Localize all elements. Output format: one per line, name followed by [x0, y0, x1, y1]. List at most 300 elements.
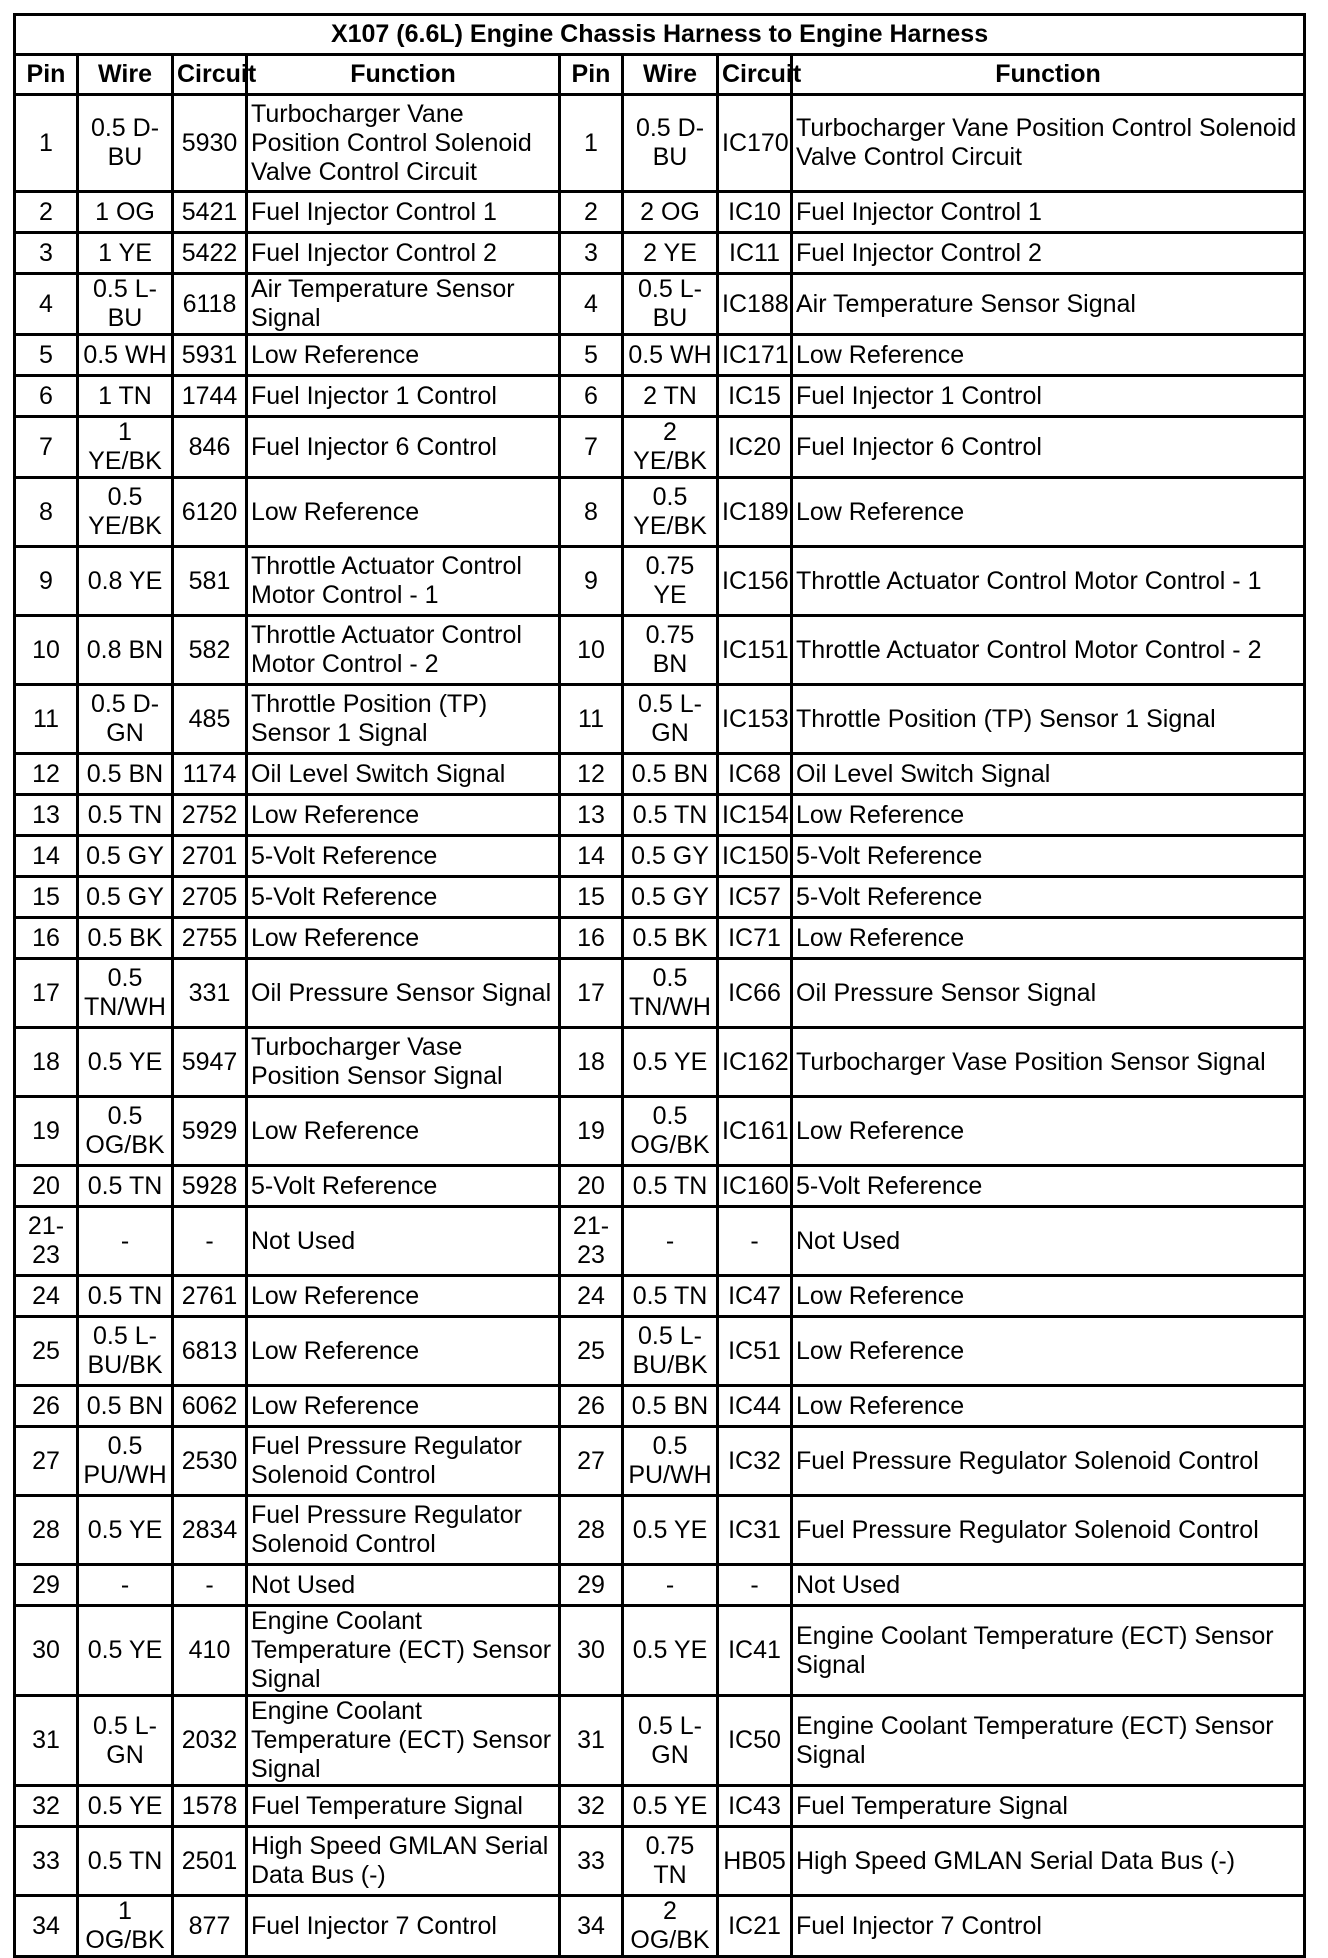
right-wire-cell: 2 YE: [623, 233, 718, 274]
right-pin-cell: 27: [560, 1427, 623, 1496]
right-circuit-cell: -: [718, 1207, 792, 1276]
right-pin-cell: 31: [560, 1696, 623, 1786]
right-wire-cell: 2 OG/BK: [623, 1896, 718, 1957]
right-wire-cell: 0.5 PU/WH: [623, 1427, 718, 1496]
left-wire-cell: 0.5 GY: [78, 877, 173, 918]
left-function-cell: Low Reference: [247, 1317, 560, 1386]
left-circuit-cell: -: [173, 1565, 247, 1606]
table-row: [15, 233, 1305, 274]
right-pin-cell: 34: [560, 1896, 623, 1957]
left-function-cell: Fuel Pressure Regulator Solenoid Control: [247, 1496, 560, 1565]
left-wire-cell: 0.8 BN: [78, 616, 173, 685]
left-circuit-cell: 2755: [173, 918, 247, 959]
right-function-cell: Air Temperature Sensor Signal: [792, 274, 1305, 335]
right-circuit-cell: IC20: [718, 417, 792, 478]
right-function-cell: Engine Coolant Temperature (ECT) Sensor Signal: [792, 1606, 1305, 1696]
right-function-cell: Throttle Actuator Control Motor Control - 1: [792, 547, 1305, 616]
table-row: [15, 274, 1305, 335]
right-wire-cell: 2 YE/BK: [623, 417, 718, 478]
right-function-cell: Turbocharger Vase Position Sensor Signal: [792, 1028, 1305, 1097]
left-circuit-cell: 5929: [173, 1097, 247, 1166]
right-circuit-cell: IC44: [718, 1386, 792, 1427]
header-circuit: Circuit: [718, 55, 792, 95]
right-wire-cell: 0.5 BN: [623, 1386, 718, 1427]
left-circuit-cell: -: [173, 1207, 247, 1276]
left-wire-cell: 0.5 TN/WH: [78, 959, 173, 1028]
right-pin-cell: 7: [560, 417, 623, 478]
left-wire-cell: 0.5 L-BU: [78, 274, 173, 335]
right-pin-cell: 11: [560, 685, 623, 754]
right-circuit-cell: IC160: [718, 1166, 792, 1207]
right-circuit-cell: IC71: [718, 918, 792, 959]
left-circuit-cell: 1174: [173, 754, 247, 795]
right-pin-cell: 3: [560, 233, 623, 274]
right-wire-cell: 0.75 BN: [623, 616, 718, 685]
right-pin-cell: 16: [560, 918, 623, 959]
left-pin-cell: 32: [15, 1786, 78, 1827]
table-row: [15, 1427, 1305, 1496]
right-pin-cell: 18: [560, 1028, 623, 1097]
left-circuit-cell: 1578: [173, 1786, 247, 1827]
left-circuit-cell: 485: [173, 685, 247, 754]
right-circuit-cell: IC10: [718, 192, 792, 233]
left-function-cell: 5-Volt Reference: [247, 1166, 560, 1207]
left-wire-cell: 0.5 BK: [78, 918, 173, 959]
left-function-cell: Oil Level Switch Signal: [247, 754, 560, 795]
right-wire-cell: 0.5 D-BU: [623, 95, 718, 192]
left-function-cell: Fuel Injector Control 1: [247, 192, 560, 233]
right-wire-cell: 0.5 TN: [623, 795, 718, 836]
right-function-cell: Fuel Temperature Signal: [792, 1786, 1305, 1827]
right-wire-cell: 0.5 L-BU: [623, 274, 718, 335]
right-function-cell: Fuel Pressure Regulator Solenoid Control: [792, 1496, 1305, 1565]
right-pin-cell: 26: [560, 1386, 623, 1427]
left-wire-cell: 0.5 GY: [78, 836, 173, 877]
left-wire-cell: 0.5 WH: [78, 335, 173, 376]
right-function-cell: Oil Pressure Sensor Signal: [792, 959, 1305, 1028]
left-wire-cell: 1 TN: [78, 376, 173, 417]
left-function-cell: Throttle Actuator Control Motor Control - 1: [247, 547, 560, 616]
left-function-cell: Throttle Actuator Control Motor Control - 2: [247, 616, 560, 685]
left-pin-cell: 4: [15, 274, 78, 335]
left-pin-cell: 16: [15, 918, 78, 959]
right-wire-cell: 0.5 L-GN: [623, 685, 718, 754]
left-pin-cell: 31: [15, 1696, 78, 1786]
right-pin-cell: 15: [560, 877, 623, 918]
right-pin-cell: 6: [560, 376, 623, 417]
right-function-cell: Fuel Injector 1 Control: [792, 376, 1305, 417]
left-circuit-cell: 2701: [173, 836, 247, 877]
right-function-cell: Throttle Position (TP) Sensor 1 Signal: [792, 685, 1305, 754]
left-pin-cell: 28: [15, 1496, 78, 1565]
right-wire-cell: 0.5 L-BU/BK: [623, 1317, 718, 1386]
right-pin-cell: 10: [560, 616, 623, 685]
right-function-cell: Fuel Pressure Regulator Solenoid Control: [792, 1427, 1305, 1496]
table-row: [15, 685, 1305, 754]
left-pin-cell: 24: [15, 1276, 78, 1317]
right-function-cell: Oil Level Switch Signal: [792, 754, 1305, 795]
right-circuit-cell: IC66: [718, 959, 792, 1028]
left-pin-cell: 19: [15, 1097, 78, 1166]
right-pin-cell: 32: [560, 1786, 623, 1827]
table-row: [15, 1317, 1305, 1386]
left-circuit-cell: 2834: [173, 1496, 247, 1565]
left-function-cell: Fuel Injector 1 Control: [247, 376, 560, 417]
table-row: [15, 192, 1305, 233]
right-circuit-cell: IC31: [718, 1496, 792, 1565]
left-wire-cell: 0.8 YE: [78, 547, 173, 616]
left-function-cell: Fuel Injector 6 Control: [247, 417, 560, 478]
right-pin-cell: 28: [560, 1496, 623, 1565]
right-function-cell: Not Used: [792, 1207, 1305, 1276]
right-wire-cell: 0.5 OG/BK: [623, 1097, 718, 1166]
left-pin-cell: 6: [15, 376, 78, 417]
left-circuit-cell: 846: [173, 417, 247, 478]
right-wire-cell: 0.5 YE/BK: [623, 478, 718, 547]
right-circuit-cell: IC161: [718, 1097, 792, 1166]
table-row: [15, 616, 1305, 685]
right-pin-cell: 20: [560, 1166, 623, 1207]
left-wire-cell: 0.5 D-BU: [78, 95, 173, 192]
right-pin-cell: 8: [560, 478, 623, 547]
right-function-cell: Fuel Injector 6 Control: [792, 417, 1305, 478]
right-circuit-cell: IC47: [718, 1276, 792, 1317]
left-circuit-cell: 6118: [173, 274, 247, 335]
table-row: [15, 1028, 1305, 1097]
right-pin-cell: 24: [560, 1276, 623, 1317]
right-circuit-cell: IC153: [718, 685, 792, 754]
right-circuit-cell: IC51: [718, 1317, 792, 1386]
left-function-cell: Low Reference: [247, 918, 560, 959]
right-function-cell: Throttle Actuator Control Motor Control - 2: [792, 616, 1305, 685]
left-pin-cell: 34: [15, 1896, 78, 1957]
left-wire-cell: 0.5 D-GN: [78, 685, 173, 754]
right-circuit-cell: IC156: [718, 547, 792, 616]
right-circuit-cell: IC170: [718, 95, 792, 192]
left-pin-cell: 25: [15, 1317, 78, 1386]
left-circuit-cell: 582: [173, 616, 247, 685]
right-circuit-cell: IC188: [718, 274, 792, 335]
right-circuit-cell: IC189: [718, 478, 792, 547]
right-wire-cell: 2 OG: [623, 192, 718, 233]
header-function: Function: [792, 55, 1305, 95]
left-circuit-cell: 331: [173, 959, 247, 1028]
left-function-cell: Low Reference: [247, 1097, 560, 1166]
left-circuit-cell: 2752: [173, 795, 247, 836]
left-circuit-cell: 5930: [173, 95, 247, 192]
table-row: [15, 1606, 1305, 1696]
right-wire-cell: 0.5 GY: [623, 836, 718, 877]
right-function-cell: Fuel Injector Control 1: [792, 192, 1305, 233]
right-pin-cell: 17: [560, 959, 623, 1028]
left-function-cell: Low Reference: [247, 1386, 560, 1427]
table-row: [15, 1276, 1305, 1317]
left-wire-cell: 1 YE: [78, 233, 173, 274]
table-row: [15, 877, 1305, 918]
left-function-cell: Not Used: [247, 1207, 560, 1276]
right-wire-cell: 0.5 YE: [623, 1606, 718, 1696]
left-wire-cell: 0.5 TN: [78, 795, 173, 836]
left-pin-cell: 17: [15, 959, 78, 1028]
left-wire-cell: 0.5 PU/WH: [78, 1427, 173, 1496]
right-circuit-cell: IC151: [718, 616, 792, 685]
right-wire-cell: 0.5 YE: [623, 1786, 718, 1827]
left-pin-cell: 7: [15, 417, 78, 478]
table-row: [15, 1896, 1305, 1957]
left-pin-cell: 5: [15, 335, 78, 376]
right-function-cell: 5-Volt Reference: [792, 836, 1305, 877]
right-circuit-cell: IC21: [718, 1896, 792, 1957]
left-wire-cell: 0.5 YE: [78, 1496, 173, 1565]
table-title: X107 (6.6L) Engine Chassis Harness to Engine Harness: [15, 15, 1305, 55]
table-row: [15, 959, 1305, 1028]
left-function-cell: Low Reference: [247, 795, 560, 836]
right-wire-cell: 0.5 TN: [623, 1166, 718, 1207]
right-circuit-cell: IC50: [718, 1696, 792, 1786]
right-wire-cell: 0.5 GY: [623, 877, 718, 918]
right-wire-cell: 0.5 YE: [623, 1496, 718, 1565]
right-function-cell: 5-Volt Reference: [792, 1166, 1305, 1207]
right-circuit-cell: IC43: [718, 1786, 792, 1827]
left-function-cell: Not Used: [247, 1565, 560, 1606]
left-pin-cell: 3: [15, 233, 78, 274]
left-wire-cell: 0.5 TN: [78, 1827, 173, 1896]
left-function-cell: Low Reference: [247, 335, 560, 376]
left-function-cell: 5-Volt Reference: [247, 836, 560, 877]
left-wire-cell: 0.5 YE: [78, 1606, 173, 1696]
left-pin-cell: 1: [15, 95, 78, 192]
right-wire-cell: 0.5 L-GN: [623, 1696, 718, 1786]
right-wire-cell: 0.5 WH: [623, 335, 718, 376]
left-function-cell: Engine Coolant Temperature (ECT) Sensor Signal: [247, 1606, 560, 1696]
left-circuit-cell: 2705: [173, 877, 247, 918]
left-function-cell: Low Reference: [247, 1276, 560, 1317]
header-function: Function: [247, 55, 560, 95]
left-pin-cell: 14: [15, 836, 78, 877]
right-pin-cell: 19: [560, 1097, 623, 1166]
right-circuit-cell: IC15: [718, 376, 792, 417]
left-wire-cell: 0.5 YE: [78, 1786, 173, 1827]
left-pin-cell: 15: [15, 877, 78, 918]
left-wire-cell: 0.5 L-BU/BK: [78, 1317, 173, 1386]
table-body: [15, 95, 1305, 1957]
left-pin-cell: 26: [15, 1386, 78, 1427]
right-wire-cell: 2 TN: [623, 376, 718, 417]
left-circuit-cell: 5421: [173, 192, 247, 233]
right-function-cell: Low Reference: [792, 478, 1305, 547]
left-function-cell: Turbocharger Vane Position Control Solenoid Valve Control Circuit: [247, 95, 560, 192]
header-row: [15, 55, 1305, 95]
left-function-cell: High Speed GMLAN Serial Data Bus (-): [247, 1827, 560, 1896]
left-function-cell: Air Temperature Sensor Signal: [247, 274, 560, 335]
left-circuit-cell: 6062: [173, 1386, 247, 1427]
right-pin-cell: 13: [560, 795, 623, 836]
left-circuit-cell: 877: [173, 1896, 247, 1957]
right-circuit-cell: HB05: [718, 1827, 792, 1896]
right-pin-cell: 33: [560, 1827, 623, 1896]
right-wire-cell: 0.75 YE: [623, 547, 718, 616]
left-function-cell: 5-Volt Reference: [247, 877, 560, 918]
right-circuit-cell: IC154: [718, 795, 792, 836]
right-function-cell: Low Reference: [792, 1276, 1305, 1317]
right-pin-cell: 4: [560, 274, 623, 335]
left-pin-cell: 27: [15, 1427, 78, 1496]
right-circuit-cell: -: [718, 1565, 792, 1606]
left-pin-cell: 29: [15, 1565, 78, 1606]
left-wire-cell: -: [78, 1207, 173, 1276]
right-circuit-cell: IC41: [718, 1606, 792, 1696]
table-row: [15, 1097, 1305, 1166]
header-pin: Pin: [15, 55, 78, 95]
left-pin-cell: 21-23: [15, 1207, 78, 1276]
left-pin-cell: 12: [15, 754, 78, 795]
header-wire: Wire: [78, 55, 173, 95]
left-function-cell: Low Reference: [247, 478, 560, 547]
right-pin-cell: 2: [560, 192, 623, 233]
pinout-table: [13, 13, 1306, 1958]
right-circuit-cell: IC162: [718, 1028, 792, 1097]
left-circuit-cell: 6120: [173, 478, 247, 547]
header-wire: Wire: [623, 55, 718, 95]
right-function-cell: Low Reference: [792, 1317, 1305, 1386]
right-wire-cell: 0.5 TN/WH: [623, 959, 718, 1028]
left-circuit-cell: 2032: [173, 1696, 247, 1786]
table-row: [15, 1207, 1305, 1276]
right-function-cell: Low Reference: [792, 1386, 1305, 1427]
right-circuit-cell: IC68: [718, 754, 792, 795]
table-row: [15, 836, 1305, 877]
left-pin-cell: 20: [15, 1166, 78, 1207]
left-circuit-cell: 2761: [173, 1276, 247, 1317]
right-function-cell: Not Used: [792, 1565, 1305, 1606]
right-wire-cell: -: [623, 1565, 718, 1606]
left-circuit-cell: 5422: [173, 233, 247, 274]
left-function-cell: Fuel Injector Control 2: [247, 233, 560, 274]
left-pin-cell: 13: [15, 795, 78, 836]
left-wire-cell: 0.5 BN: [78, 1386, 173, 1427]
left-wire-cell: 1 OG/BK: [78, 1896, 173, 1957]
left-function-cell: Throttle Position (TP) Sensor 1 Signal: [247, 685, 560, 754]
right-wire-cell: 0.5 TN: [623, 1276, 718, 1317]
right-pin-cell: 9: [560, 547, 623, 616]
left-circuit-cell: 2530: [173, 1427, 247, 1496]
left-wire-cell: 0.5 L-GN: [78, 1696, 173, 1786]
table-row: [15, 1386, 1305, 1427]
table-row: [15, 478, 1305, 547]
left-pin-cell: 30: [15, 1606, 78, 1696]
left-pin-cell: 11: [15, 685, 78, 754]
table-row: [15, 1565, 1305, 1606]
right-wire-cell: -: [623, 1207, 718, 1276]
right-wire-cell: 0.5 YE: [623, 1028, 718, 1097]
right-pin-cell: 12: [560, 754, 623, 795]
right-pin-cell: 29: [560, 1565, 623, 1606]
left-circuit-cell: 6813: [173, 1317, 247, 1386]
left-wire-cell: -: [78, 1565, 173, 1606]
left-wire-cell: 1 OG: [78, 192, 173, 233]
left-wire-cell: 0.5 OG/BK: [78, 1097, 173, 1166]
left-function-cell: Fuel Pressure Regulator Solenoid Control: [247, 1427, 560, 1496]
table-row: [15, 547, 1305, 616]
right-pin-cell: 5: [560, 335, 623, 376]
right-pin-cell: 25: [560, 1317, 623, 1386]
left-pin-cell: 33: [15, 1827, 78, 1896]
right-wire-cell: 0.5 BK: [623, 918, 718, 959]
left-circuit-cell: 410: [173, 1606, 247, 1696]
table-row: [15, 754, 1305, 795]
left-pin-cell: 9: [15, 547, 78, 616]
right-wire-cell: 0.5 BN: [623, 754, 718, 795]
right-function-cell: Engine Coolant Temperature (ECT) Sensor Signal: [792, 1696, 1305, 1786]
table-row: [15, 918, 1305, 959]
table-row: [15, 376, 1305, 417]
left-wire-cell: 0.5 YE: [78, 1028, 173, 1097]
left-circuit-cell: 5931: [173, 335, 247, 376]
table-row: [15, 95, 1305, 192]
right-pin-cell: 14: [560, 836, 623, 877]
table-row: [15, 795, 1305, 836]
right-circuit-cell: IC32: [718, 1427, 792, 1496]
table-row: [15, 1786, 1305, 1827]
left-pin-cell: 8: [15, 478, 78, 547]
left-circuit-cell: 581: [173, 547, 247, 616]
left-pin-cell: 10: [15, 616, 78, 685]
right-function-cell: Low Reference: [792, 795, 1305, 836]
right-function-cell: Low Reference: [792, 335, 1305, 376]
table-row: [15, 335, 1305, 376]
left-wire-cell: 0.5 TN: [78, 1166, 173, 1207]
right-function-cell: Low Reference: [792, 1097, 1305, 1166]
left-pin-cell: 18: [15, 1028, 78, 1097]
right-pin-cell: 1: [560, 95, 623, 192]
header-pin: Pin: [560, 55, 623, 95]
header-circuit: Circuit: [173, 55, 247, 95]
right-function-cell: Fuel Injector 7 Control: [792, 1896, 1305, 1957]
left-wire-cell: 1 YE/BK: [78, 417, 173, 478]
left-wire-cell: 0.5 TN: [78, 1276, 173, 1317]
left-function-cell: Fuel Temperature Signal: [247, 1786, 560, 1827]
right-circuit-cell: IC150: [718, 836, 792, 877]
right-function-cell: 5-Volt Reference: [792, 877, 1305, 918]
right-function-cell: Low Reference: [792, 918, 1305, 959]
right-circuit-cell: IC57: [718, 877, 792, 918]
table-row: [15, 1827, 1305, 1896]
table-row: [15, 1696, 1305, 1786]
left-circuit-cell: 2501: [173, 1827, 247, 1896]
right-circuit-cell: IC11: [718, 233, 792, 274]
table-row: [15, 1496, 1305, 1565]
left-function-cell: Turbocharger Vase Position Sensor Signal: [247, 1028, 560, 1097]
left-circuit-cell: 5947: [173, 1028, 247, 1097]
left-pin-cell: 2: [15, 192, 78, 233]
left-wire-cell: 0.5 YE/BK: [78, 478, 173, 547]
left-function-cell: Oil Pressure Sensor Signal: [247, 959, 560, 1028]
right-function-cell: Fuel Injector Control 2: [792, 233, 1305, 274]
left-function-cell: Fuel Injector 7 Control: [247, 1896, 560, 1957]
table-row: [15, 417, 1305, 478]
right-pin-cell: 30: [560, 1606, 623, 1696]
right-function-cell: High Speed GMLAN Serial Data Bus (-): [792, 1827, 1305, 1896]
left-circuit-cell: 1744: [173, 376, 247, 417]
left-wire-cell: 0.5 BN: [78, 754, 173, 795]
right-wire-cell: 0.75 TN: [623, 1827, 718, 1896]
left-function-cell: Engine Coolant Temperature (ECT) Sensor Signal: [247, 1696, 560, 1786]
left-circuit-cell: 5928: [173, 1166, 247, 1207]
table-row: [15, 1166, 1305, 1207]
right-function-cell: Turbocharger Vane Position Control Solenoid Valve Control Circuit: [792, 95, 1305, 192]
right-pin-cell: 21-23: [560, 1207, 623, 1276]
right-circuit-cell: IC171: [718, 335, 792, 376]
